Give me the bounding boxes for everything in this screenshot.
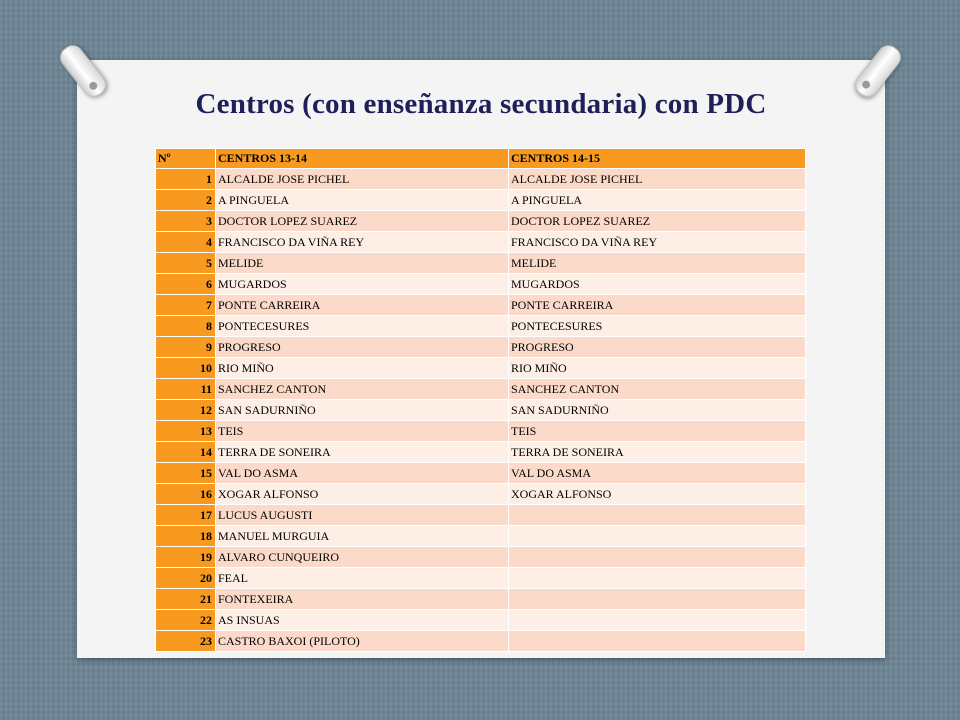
centro-14-15: VAL DO ASMA (509, 463, 806, 484)
row-number: 1 (156, 169, 216, 190)
centro-14-15: XOGAR ALFONSO (509, 484, 806, 505)
centro-14-15: SANCHEZ CANTON (509, 379, 806, 400)
row-number: 3 (156, 211, 216, 232)
centro-14-15: PONTECESURES (509, 316, 806, 337)
centro-14-15: TERRA DE SONEIRA (509, 442, 806, 463)
centro-13-14: TERRA DE SONEIRA (216, 442, 509, 463)
centro-13-14: PONTECESURES (216, 316, 509, 337)
centro-13-14: XOGAR ALFONSO (216, 484, 509, 505)
centro-14-15 (509, 589, 806, 610)
row-number: 23 (156, 631, 216, 652)
centro-14-15 (509, 610, 806, 631)
table-header-row (156, 149, 806, 169)
centro-13-14: LUCUS AUGUSTI (216, 505, 509, 526)
centro-14-15: MELIDE (509, 253, 806, 274)
table-row (156, 211, 806, 232)
table-row (156, 358, 806, 379)
centro-14-15: PROGRESO (509, 337, 806, 358)
table-row (156, 232, 806, 253)
centro-14-15: FRANCISCO DA VIÑA REY (509, 232, 806, 253)
header-number: Nº (156, 149, 216, 169)
table-row (156, 400, 806, 421)
centro-13-14: MELIDE (216, 253, 509, 274)
centro-13-14: FRANCISCO DA VIÑA REY (216, 232, 509, 253)
centro-13-14: ALVARO CUNQUEIRO (216, 547, 509, 568)
row-number: 8 (156, 316, 216, 337)
row-number: 17 (156, 505, 216, 526)
row-number: 18 (156, 526, 216, 547)
centro-14-15: SAN SADURNIÑO (509, 400, 806, 421)
table-row (156, 526, 806, 547)
table-row (156, 316, 806, 337)
table-body (156, 169, 806, 652)
centro-14-15: DOCTOR LOPEZ SUAREZ (509, 211, 806, 232)
header-centros-13-14: CENTROS 13-14 (216, 149, 509, 169)
row-number: 10 (156, 358, 216, 379)
centro-14-15: RIO MIÑO (509, 358, 806, 379)
table-row (156, 568, 806, 589)
centro-13-14: SAN SADURNIÑO (216, 400, 509, 421)
row-number: 21 (156, 589, 216, 610)
centro-13-14: FEAL (216, 568, 509, 589)
table-row (156, 169, 806, 190)
centro-14-15 (509, 505, 806, 526)
row-number: 22 (156, 610, 216, 631)
centro-14-15: TEIS (509, 421, 806, 442)
row-number: 11 (156, 379, 216, 400)
centro-13-14: MANUEL MURGUIA (216, 526, 509, 547)
centro-13-14: A PINGUELA (216, 190, 509, 211)
table-row (156, 547, 806, 568)
row-number: 19 (156, 547, 216, 568)
row-number: 20 (156, 568, 216, 589)
centro-13-14: CASTRO BAXOI (PILOTO) (216, 631, 509, 652)
centro-13-14: VAL DO ASMA (216, 463, 509, 484)
row-number: 12 (156, 400, 216, 421)
centro-14-15: ALCALDE JOSE PICHEL (509, 169, 806, 190)
centro-14-15 (509, 526, 806, 547)
row-number: 7 (156, 295, 216, 316)
table-row (156, 253, 806, 274)
centro-13-14: MUGARDOS (216, 274, 509, 295)
slide-title: Centros (con enseñanza secundaria) con PDC (195, 88, 767, 120)
table-row (156, 589, 806, 610)
centro-13-14: SANCHEZ CANTON (216, 379, 509, 400)
centro-13-14: TEIS (216, 421, 509, 442)
centro-13-14: DOCTOR LOPEZ SUAREZ (216, 211, 509, 232)
centro-13-14: PONTE CARREIRA (216, 295, 509, 316)
centros-table (155, 148, 806, 652)
table-row (156, 505, 806, 526)
centro-13-14: RIO MIÑO (216, 358, 509, 379)
centro-14-15 (509, 568, 806, 589)
centro-13-14: PROGRESO (216, 337, 509, 358)
centro-14-15: PONTE CARREIRA (509, 295, 806, 316)
row-number: 15 (156, 463, 216, 484)
table-row (156, 484, 806, 505)
row-number: 9 (156, 337, 216, 358)
centro-14-15 (509, 547, 806, 568)
row-number: 5 (156, 253, 216, 274)
table-row (156, 421, 806, 442)
centro-14-15: MUGARDOS (509, 274, 806, 295)
table-row (156, 610, 806, 631)
row-number: 4 (156, 232, 216, 253)
table-row (156, 379, 806, 400)
row-number: 14 (156, 442, 216, 463)
table-row (156, 337, 806, 358)
header-centros-14-15: CENTROS 14-15 (509, 149, 806, 169)
centro-13-14: FONTEXEIRA (216, 589, 509, 610)
table-row (156, 295, 806, 316)
centro-14-15 (509, 631, 806, 652)
centro-13-14: AS INSUAS (216, 610, 509, 631)
table-row (156, 190, 806, 211)
row-number: 2 (156, 190, 216, 211)
table-row (156, 442, 806, 463)
centro-14-15: A PINGUELA (509, 190, 806, 211)
table-row (156, 274, 806, 295)
row-number: 13 (156, 421, 216, 442)
table-row (156, 631, 806, 652)
row-number: 6 (156, 274, 216, 295)
centro-13-14: ALCALDE JOSE PICHEL (216, 169, 509, 190)
table-row (156, 463, 806, 484)
row-number: 16 (156, 484, 216, 505)
